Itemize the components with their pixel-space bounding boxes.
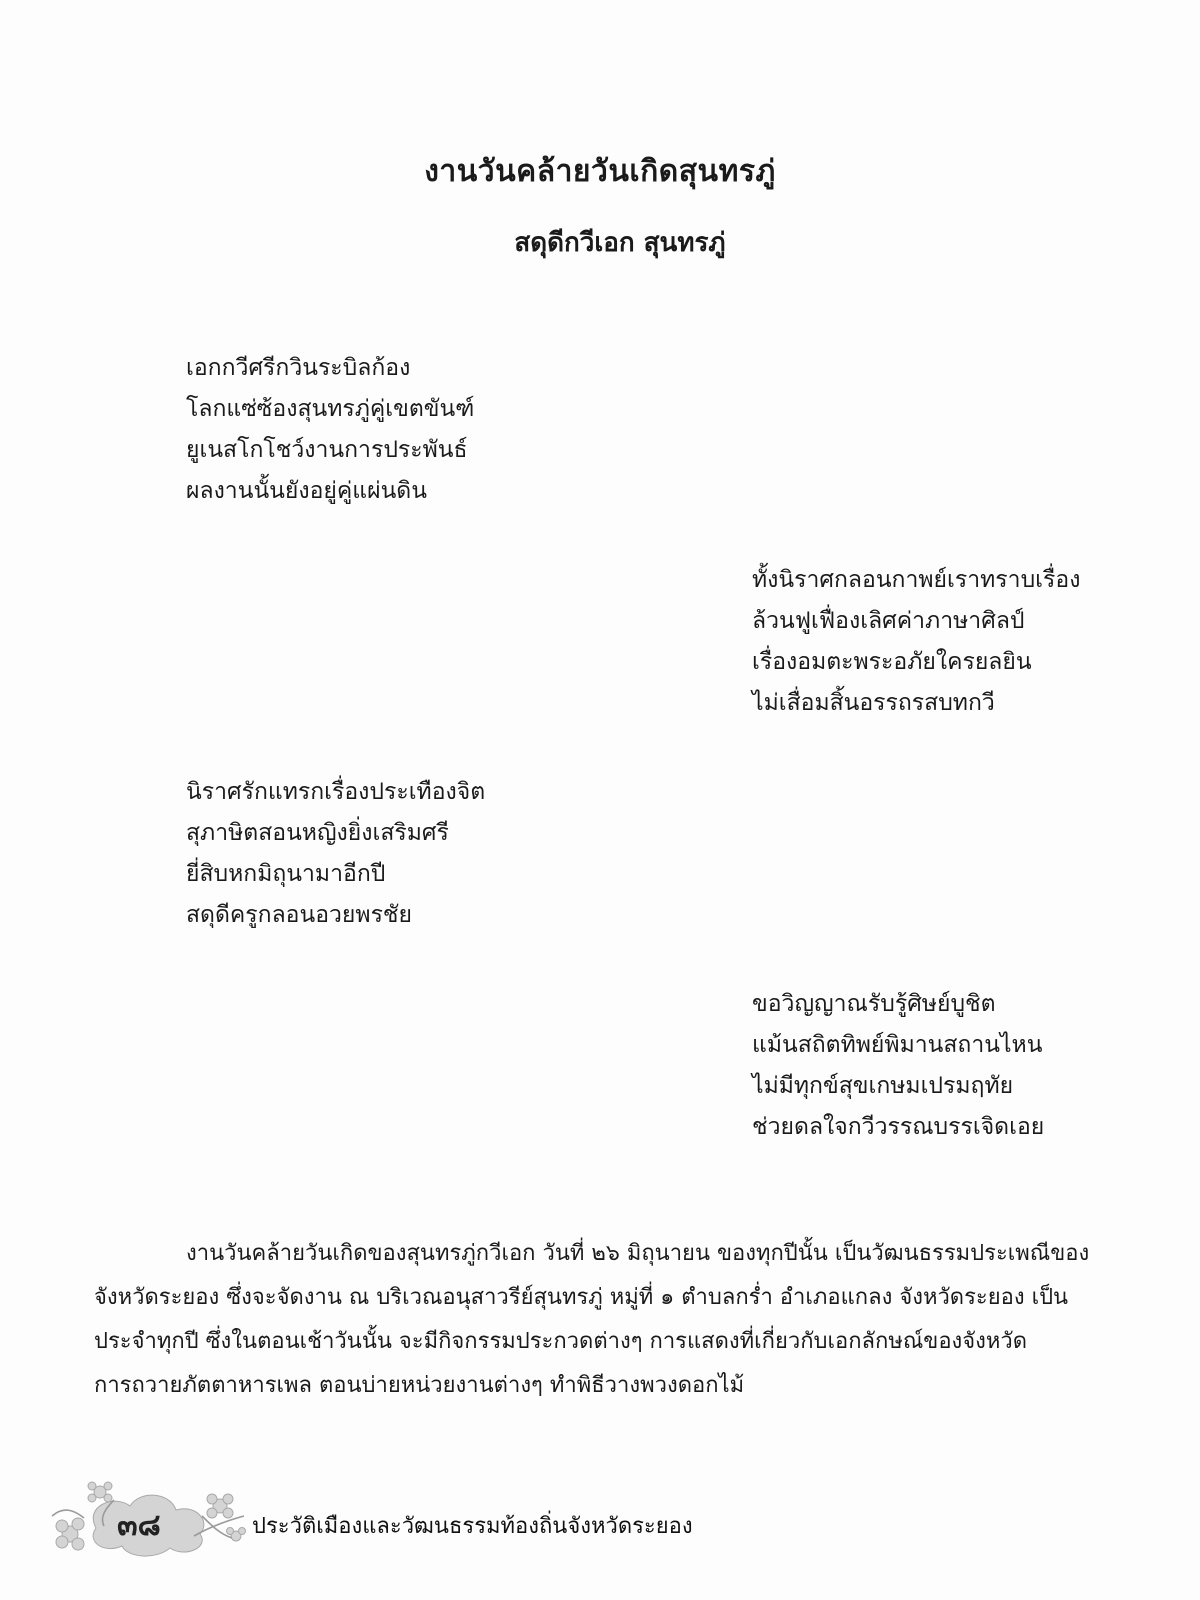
page-title: งานวันคล้ายวันเกิดสุนทรภู่	[424, 154, 776, 189]
poem-line: ทั้งนิราศกลอนกาพย์เราทราบเรื่อง	[752, 567, 1081, 593]
poem-line: ไม่เสื่อมสิ้นอรรถรสบทกวี	[752, 690, 995, 716]
poem-line: ขอวิญญาณรับรู้ศิษย์บูชิต	[752, 991, 996, 1017]
running-footer-title: ประวัติเมืองและวัฒนธรรมท้องถิ่นจังหวัดระยอง	[252, 1514, 693, 1539]
paragraph-line: งานวันคล้ายวันเกิดของสุนทรภู่กวีเอก วันที่ ๒๖ มิถุนายน ของทุกปีนั้น เป็นวัฒนธรรมประเพณีของ	[186, 1241, 1090, 1266]
poem-line: โลกแซ่ซ้องสุนทรภู่คู่เขตขันฑ์	[186, 396, 475, 422]
poem-line: ช่วยดลใจกวีวรรณบรรเจิดเอย	[752, 1114, 1045, 1140]
poem-line: เรื่องอมตะพระอภัยใครยลยิน	[752, 649, 1032, 675]
poem-stanza-2	[752, 560, 1080, 724]
poem-line: ผลงานนั้นยังอยู่คู่แผ่นดิน	[186, 478, 427, 504]
poem-line: ล้วนฟูเฟื่องเลิศค่าภาษาศิลป์	[752, 608, 1025, 634]
body-paragraph	[94, 1232, 1144, 1408]
paragraph-line: ประจำทุกปี ซึ่งในตอนเช้าวันนั้น จะมีกิจกรรมประกวดต่างๆ การแสดงที่เกี่ยวกับเอกลักษณ์ของจังหวัด	[94, 1329, 1028, 1354]
paragraph-line: การถวายภัตตาหารเพล ตอนบ่ายหน่วยงานต่างๆ ทำพิธีวางพวงดอกไม้	[94, 1373, 745, 1398]
poem-line: สดุดีครูกลอนอวยพรชัย	[186, 902, 413, 928]
poem-line: ยูเนสโกโชว์งานการประพันธ์	[186, 437, 468, 463]
page-number: ๓๘	[117, 1508, 161, 1543]
poem-line: ยี่สิบหกมิถุนามาอีกปี	[186, 861, 386, 887]
poem-stanza-1	[186, 348, 474, 512]
poem-stanza-4	[752, 984, 1044, 1148]
paragraph-line: จังหวัดระยอง ซึ่งจะจัดงาน ณ บริเวณอนุสาวรีย์สุนทรภู่ หมู่ที่ ๑ ตำบลกร่ำ อำเภอแกลง จังหวัดระยอง เป็น	[94, 1285, 1069, 1310]
poem-line: ไม่มีทุกข์สุขเกษมเปรมฤทัย	[752, 1073, 1014, 1099]
poem-line: สุภาษิตสอนหญิงยิ่งเสริมศรี	[186, 820, 449, 846]
poem-stanza-3	[186, 772, 485, 936]
page-subtitle: สดุดีกวีเอก สุนทรภู่	[514, 228, 726, 258]
poem-line: แม้นสถิตทิพย์พิมานสถานไหน	[752, 1032, 1043, 1058]
poem-line: เอกกวีศรีกวินระบิลก้อง	[186, 355, 411, 381]
poem-line: นิราศรักแทรกเรื่องประเทืองจิต	[186, 779, 486, 805]
